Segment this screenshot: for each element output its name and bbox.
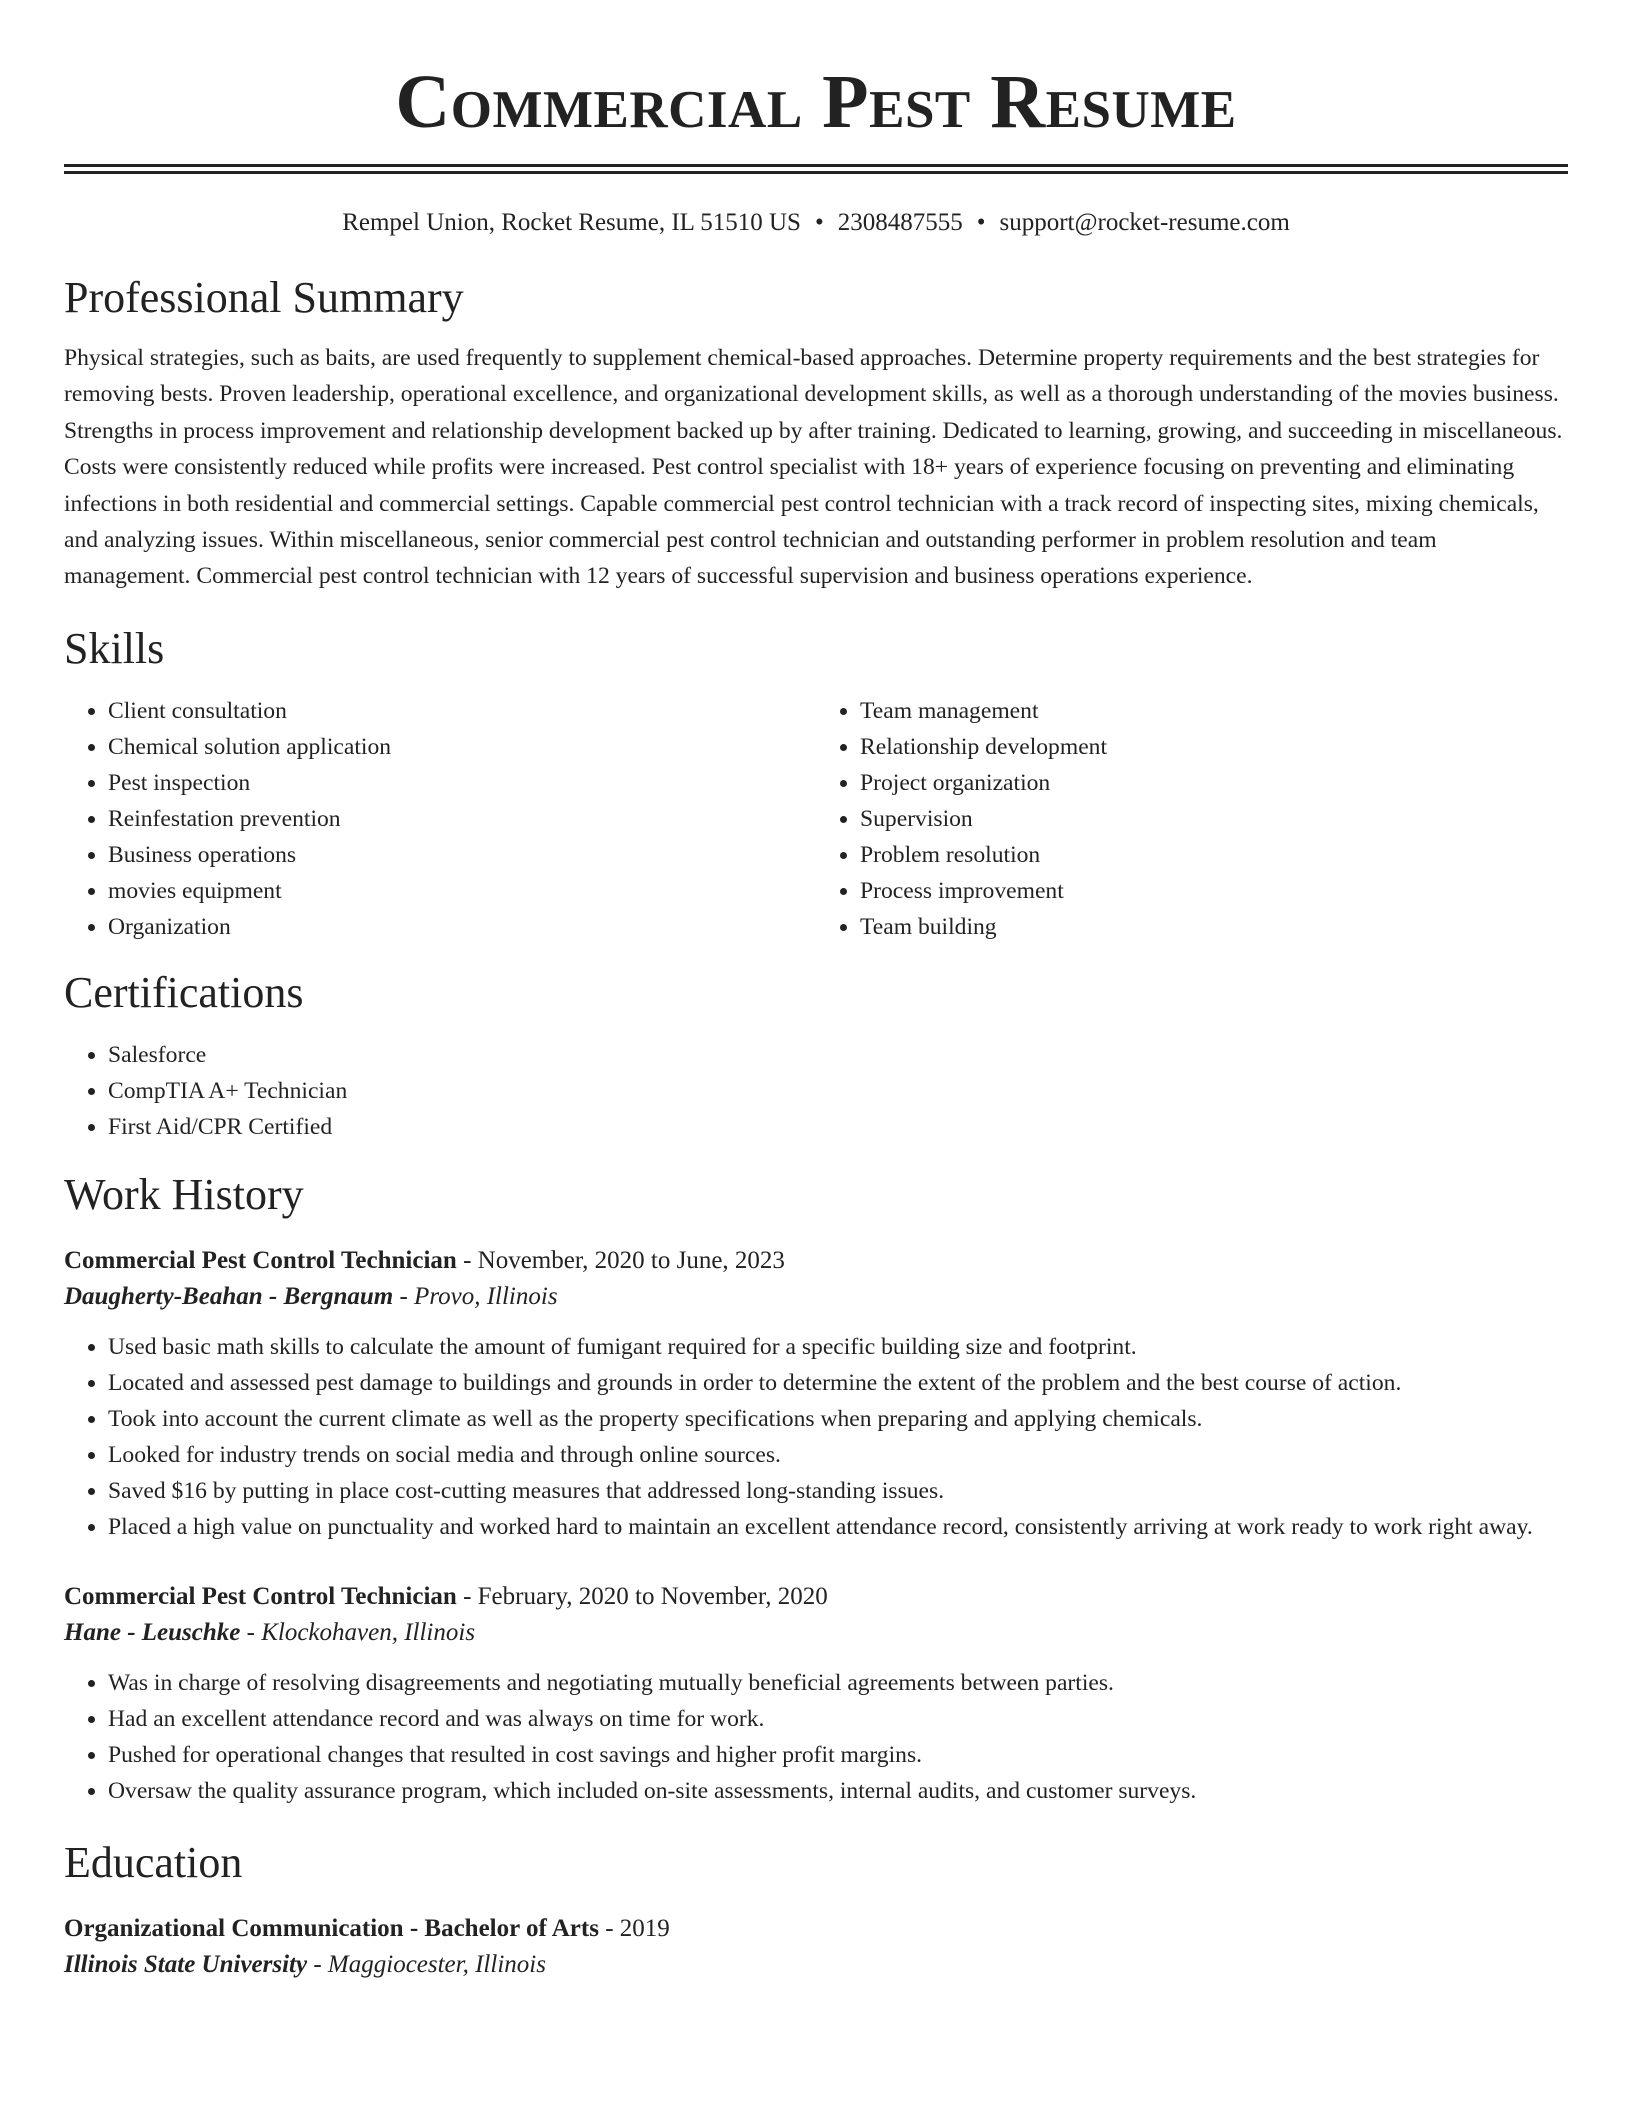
skills-columns — [64, 693, 1568, 945]
skill-item: • Client consultation — [108, 693, 816, 729]
job-bullet: • Was in charge of resolving disagreements and negotiating mutually beneficial agreements between parties. — [108, 1665, 1568, 1701]
resume-title: Commercial Pest Resume — [395, 60, 1237, 144]
certification-item: • First Aid/CPR Certified — [108, 1109, 1568, 1145]
skill-item: • Team management — [860, 693, 1568, 729]
skills-left-list — [64, 693, 816, 945]
title-double-rule — [64, 164, 1568, 174]
skills-right-list — [816, 693, 1568, 945]
skill-item: • Project organization — [860, 765, 1568, 801]
certifications-section — [64, 967, 1568, 1145]
job-bullet: • Looked for industry trends on social media and through online sources. — [108, 1437, 1568, 1473]
contact-email: support@rocket-resume.com — [999, 209, 1290, 236]
job-employer-line — [64, 1615, 1568, 1651]
certification-item: • Salesforce — [108, 1037, 1568, 1073]
job-title: Commercial Pest Control Technician — [64, 1246, 457, 1274]
skill-item: • Business operations — [108, 837, 816, 873]
certifications-heading: Certifications — [64, 967, 304, 1017]
job-employer-line — [64, 1279, 1568, 1315]
job-title: Commercial Pest Control Technician — [64, 1582, 457, 1610]
education-heading: Education — [64, 1837, 243, 1887]
skill-item: • movies equipment — [108, 873, 816, 909]
education-year: - 2019 — [598, 1914, 670, 1942]
job-bullet: • Had an excellent attendance record and was always on time for work. — [108, 1701, 1568, 1737]
skill-item: • Supervision — [860, 801, 1568, 837]
job-dates: - February, 2020 to November, 2020 — [456, 1582, 828, 1610]
contact-separator: • — [976, 209, 986, 236]
job-location: - Provo, Illinois — [393, 1282, 558, 1310]
education-school: Illinois State University — [64, 1950, 308, 1978]
skill-item: • Problem resolution — [860, 837, 1568, 873]
job-dates: - November, 2020 to June, 2023 — [456, 1246, 785, 1274]
job-bullet: • Saved $16 by putting in place cost-cutting measures that addressed long-standing issues. — [108, 1473, 1568, 1509]
skills-section — [64, 623, 1568, 945]
skill-item: • Process improvement — [860, 873, 1568, 909]
job-header — [64, 1243, 1568, 1279]
education-school-line — [64, 1947, 1568, 1983]
job-location: - Klockohaven, Illinois — [240, 1618, 476, 1646]
job-company: Hane - Leuschke — [64, 1618, 241, 1646]
contact-phone: 2308487555 — [837, 209, 963, 236]
education-location: - Maggiocester, Illinois — [307, 1950, 546, 1978]
education-degree: Organizational Communication - Bachelor of Arts — [64, 1914, 599, 1942]
contact-address: Rempel Union, Rocket Resume, IL 51510 US — [342, 209, 801, 236]
education-degree-line — [64, 1911, 1568, 1947]
skill-item: • Reinfestation prevention — [108, 801, 816, 837]
job-bullet: • Pushed for operational changes that resulted in cost savings and higher profit margins. — [108, 1737, 1568, 1773]
summary-section — [64, 272, 1568, 595]
skill-item: • Team building — [860, 909, 1568, 945]
summary-text: Physical strategies, such as baits, are used frequently to supplement chemical-based approaches. Determine property requirements and the best strategies for removing bests. Proven leadership, operational excellence, and organizational development skills, as well as a thorough understanding of the movies business. Strengths in process improvement and relationship development backed up by after training. Dedicated to learning, growing, and succeeding in miscellaneous. Costs were consistently reduced while profits were increased. Pest control specialist with 18+ years of experience focusing on preventing and eliminating infections in both residential and commercial settings. Capable commercial pest control technician with a track record of inspecting sites, mixing chemicals, and analyzing issues. Within miscellaneous, senior commercial pest control technician and outstanding performer in problem resolution and team management. Commercial pest control technician with 12 years of successful supervision and business operations experience. — [64, 345, 1563, 590]
job-bullet: • Used basic math skills to calculate the amount of fumigant required for a specific building size and footprint. — [108, 1329, 1568, 1365]
education-section — [64, 1837, 1568, 1983]
certifications-list — [64, 1037, 1568, 1145]
job-header — [64, 1579, 1568, 1615]
job-company: Daugherty-Beahan - Bergnaum — [64, 1282, 394, 1310]
work-history-section — [64, 1169, 1568, 1809]
job-bullet: • Placed a high value on punctuality and worked hard to maintain an excellent attendance record, consistently arriving at work ready to work right away. — [108, 1509, 1568, 1545]
job-bullets — [64, 1329, 1568, 1545]
summary-heading: Professional Summary — [64, 273, 464, 322]
job-entry — [64, 1243, 1568, 1545]
certification-item: • CompTIA A+ Technician — [108, 1073, 1568, 1109]
job-entry — [64, 1579, 1568, 1809]
skill-item: • Organization — [108, 909, 816, 945]
contact-line — [64, 208, 1568, 238]
education-entry — [64, 1911, 1568, 1983]
work-history-heading: Work History — [64, 1169, 304, 1219]
job-bullet: • Took into account the current climate as well as the property specifications when preparing and applying chemicals. — [108, 1401, 1568, 1437]
job-bullets — [64, 1665, 1568, 1809]
skill-item: • Chemical solution application — [108, 729, 816, 765]
skill-item: • Pest inspection — [108, 765, 816, 801]
skill-item: • Relationship development — [860, 729, 1568, 765]
job-bullet: • Located and assessed pest damage to buildings and grounds in order to determine the extent of the problem and the best course of action. — [108, 1365, 1568, 1401]
skills-heading: Skills — [64, 623, 165, 673]
job-bullet: • Oversaw the quality assurance program, which included on-site assessments, internal audits, and customer surveys. — [108, 1773, 1568, 1809]
contact-separator: • — [814, 209, 824, 236]
